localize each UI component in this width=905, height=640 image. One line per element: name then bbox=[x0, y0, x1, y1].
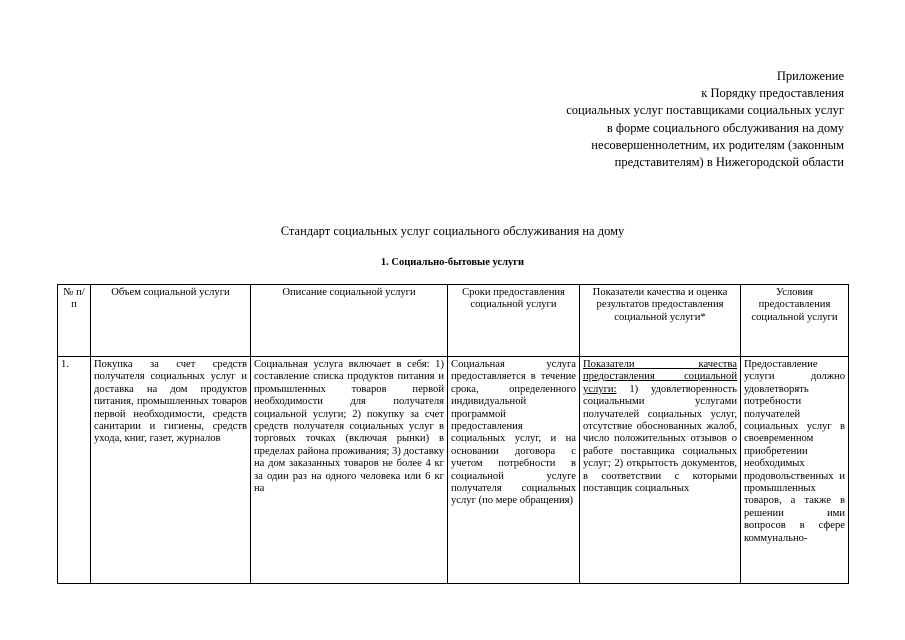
document-title: Стандарт социальных услуг социального обслуживания на дому bbox=[280, 224, 625, 238]
section-title: 1. Социально-бытовые услуги bbox=[380, 257, 525, 268]
quality-heading: Показатели качества предоставления социальной услуги: bbox=[583, 359, 737, 395]
header-number: № п/п bbox=[58, 285, 91, 357]
appendix-line: к Порядку предоставления bbox=[701, 86, 844, 101]
header-conditions: Условия предоставления социальной услуги bbox=[741, 285, 849, 357]
quality-body: 1) удовлетворенность социальными услугами получателей социальных услуг, отсутствие обоснованных жалоб, число положительных отзывов о работе поставщика социальных услуг; 2) открытость документов, в соответствии с которыми поставщик социальных bbox=[583, 383, 737, 495]
cell-conditions: Предоставление услуги должно удовлетворять потребности получателей социальных услуг в своевременном приобретении необходимых продовольственных и промышленных товаров, а также в решении ими вопросов в сфере коммунально- bbox=[741, 357, 849, 584]
header-volume: Объем социальной услуги bbox=[91, 285, 251, 357]
standard-table bbox=[57, 284, 849, 584]
cell-number: 1. bbox=[58, 357, 91, 584]
appendix-line: представителям) в Нижегородской области bbox=[614, 155, 844, 170]
appendix-line: социальных услуг поставщиками социальных услуг bbox=[566, 103, 844, 118]
cell-terms: Социальная услуга предоставляется в течение срока, определенного индивидуальной программой предоставления социальных услуг, и на основании договора с учетом потребности в социальной услуге получателя социальных услуг (по мере обращения) bbox=[448, 357, 580, 584]
header-description: Описание социальной услуги bbox=[251, 285, 448, 357]
header-quality: Показатели качества и оценка результатов предоставления социальной услуги* bbox=[580, 285, 741, 357]
table-header-row bbox=[58, 285, 849, 357]
appendix-line: в форме социального обслуживания на дому bbox=[606, 120, 844, 135]
appendix-line: несовершеннолетним, их родителям (законным bbox=[591, 137, 844, 152]
appendix-block bbox=[424, 68, 844, 171]
appendix-line: Приложение bbox=[776, 69, 844, 83]
cell-volume: Покупка за счет средств получателя социальных услуг и доставка на дом продуктов питания, промышленных товаров первой необходимости, средств санитарии и гигиены, средств ухода, книг, газет, журналов bbox=[91, 357, 251, 584]
header-terms: Сроки предоставления социальной услуги bbox=[448, 285, 580, 357]
table-row bbox=[58, 357, 849, 584]
cell-quality bbox=[580, 357, 741, 584]
cell-description: Социальная услуга включает в себя: 1) составление списка продуктов питания и промышленных товаров первой необходимости для получателя социальной услуги; 2) покупку за счет средств получателя социальных услуг в торговых точках (включая рынки) в пределах района проживания; 3) доставку на дом заказанных товаров не более 4 кг за один раз на одного человека или 6 кг на bbox=[251, 357, 448, 584]
